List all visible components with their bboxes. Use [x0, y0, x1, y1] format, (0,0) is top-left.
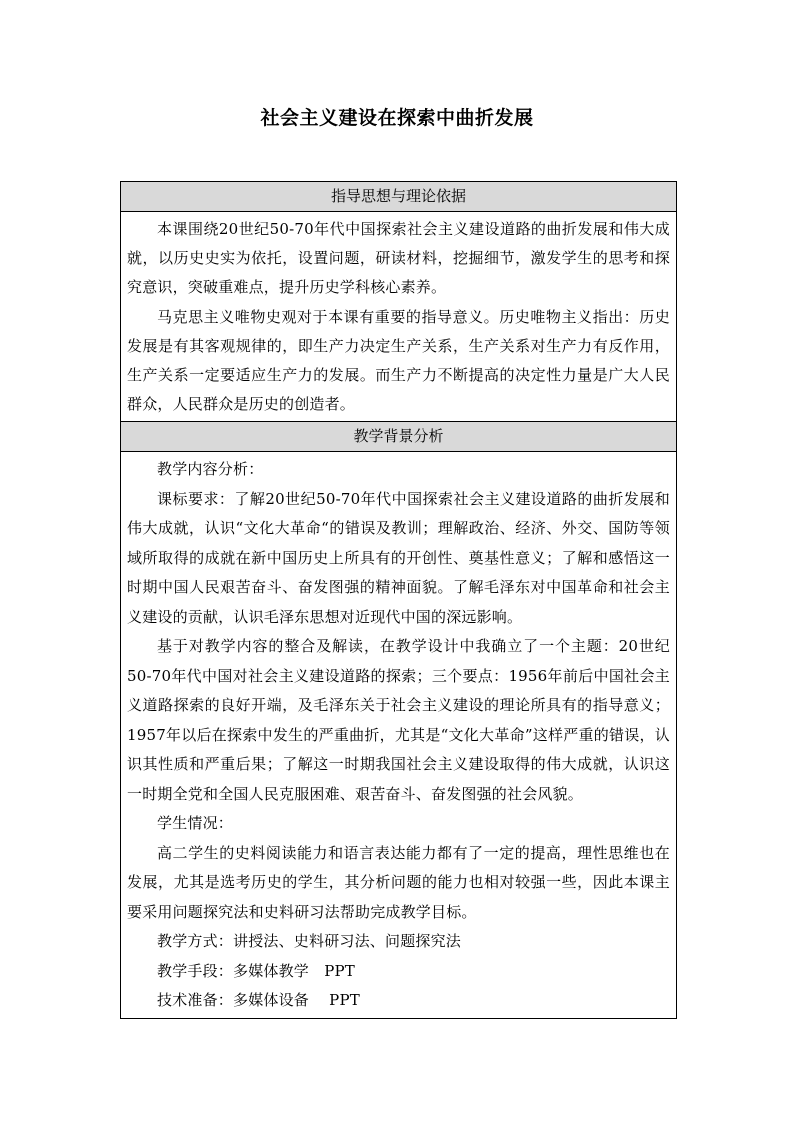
paragraph-content-analysis-label: 教学内容分析：	[157, 460, 264, 479]
document-title: 社会主义建设在探索中曲折发展	[260, 107, 534, 129]
paragraph-curriculum-requirements: 课标要求：了解20世纪50-70年代中国探索社会主义建设道路的曲折发展和伟大成就，认识“文化大革命“的错误及教训；理解政治、经济、外交、国防等领域所取得的成就在新中国历史上所具有的开创性、奠基性意义；了解和感悟这一时期中国人民艰苦奋斗、奋发图强的精神面貌。了解毛泽东对中国革命和社会主义建设的贡献，认识毛泽东思想对近现代中国的深远影响。	[127, 489, 670, 626]
paragraph-theme: 基于对教学内容的整合及解读，在教学设计中我确立了一个主题：20世纪50-70年代中国对社会主义建设道路的探索；三个要点：1956年前后中国社会主义道路探索的良好开端，及毛泽东关于社会主义建设的理论所具有的指导意义；1957年以后在探索中发生的严重曲折，尤其是“文化大革命”这样严重的错误，认识其性质和严重后果；了解这一时期我国社会主义建设取得的伟大成就，认识这一时期全党和全国人民克服困难、艰苦奋斗、奋发图强的社会风貌。	[127, 637, 670, 803]
paragraph: 马克思主义唯物史观对于本课有重要的指导意义。历史唯物主义指出：历史发展是有其客观规律的，即生产力决定生产关系，生产关系对生产力有反作用，生产关系一定要适应生产力的发展。而生产力不断提高的决定性力量是广大人民群众，人民群众是历史的创造者。	[127, 307, 670, 414]
section-body-teaching-background	[121, 452, 677, 1019]
paragraph-technical-preparation: 技术准备：多媒体设备 PPT	[157, 991, 360, 1010]
paragraph-teaching-means: 教学手段：多媒体教学 PPT	[157, 961, 355, 980]
paragraph-teaching-method: 教学方式：讲授法、史料研习法、问题探究法	[157, 932, 462, 951]
section-header-guiding-theory: 指导思想与理论依据	[121, 182, 677, 212]
section-header-teaching-background: 教学背景分析	[121, 422, 677, 452]
section-body-guiding-theory	[121, 212, 677, 422]
paragraph: 本课围绕20世纪50-70年代中国探索社会主义建设道路的曲折发展和伟大成就，以历史史实为依托，设置问题，研读材料，挖掘细节，激发学生的思考和探究意识，突破重难点，提升历史学科核心素养。	[127, 220, 670, 297]
paragraph-student-situation: 高二学生的史料阅读能力和语言表达能力都有了一定的提高，理性思维也在发展，尤其是选考历史的学生，其分析问题的能力也相对较强一些，因此本课主要采用问题探究法和史料研习法帮助完成教学目标。	[127, 843, 670, 921]
paragraph-student-label: 学生情况：	[157, 814, 234, 833]
lesson-plan-table	[120, 181, 677, 1019]
